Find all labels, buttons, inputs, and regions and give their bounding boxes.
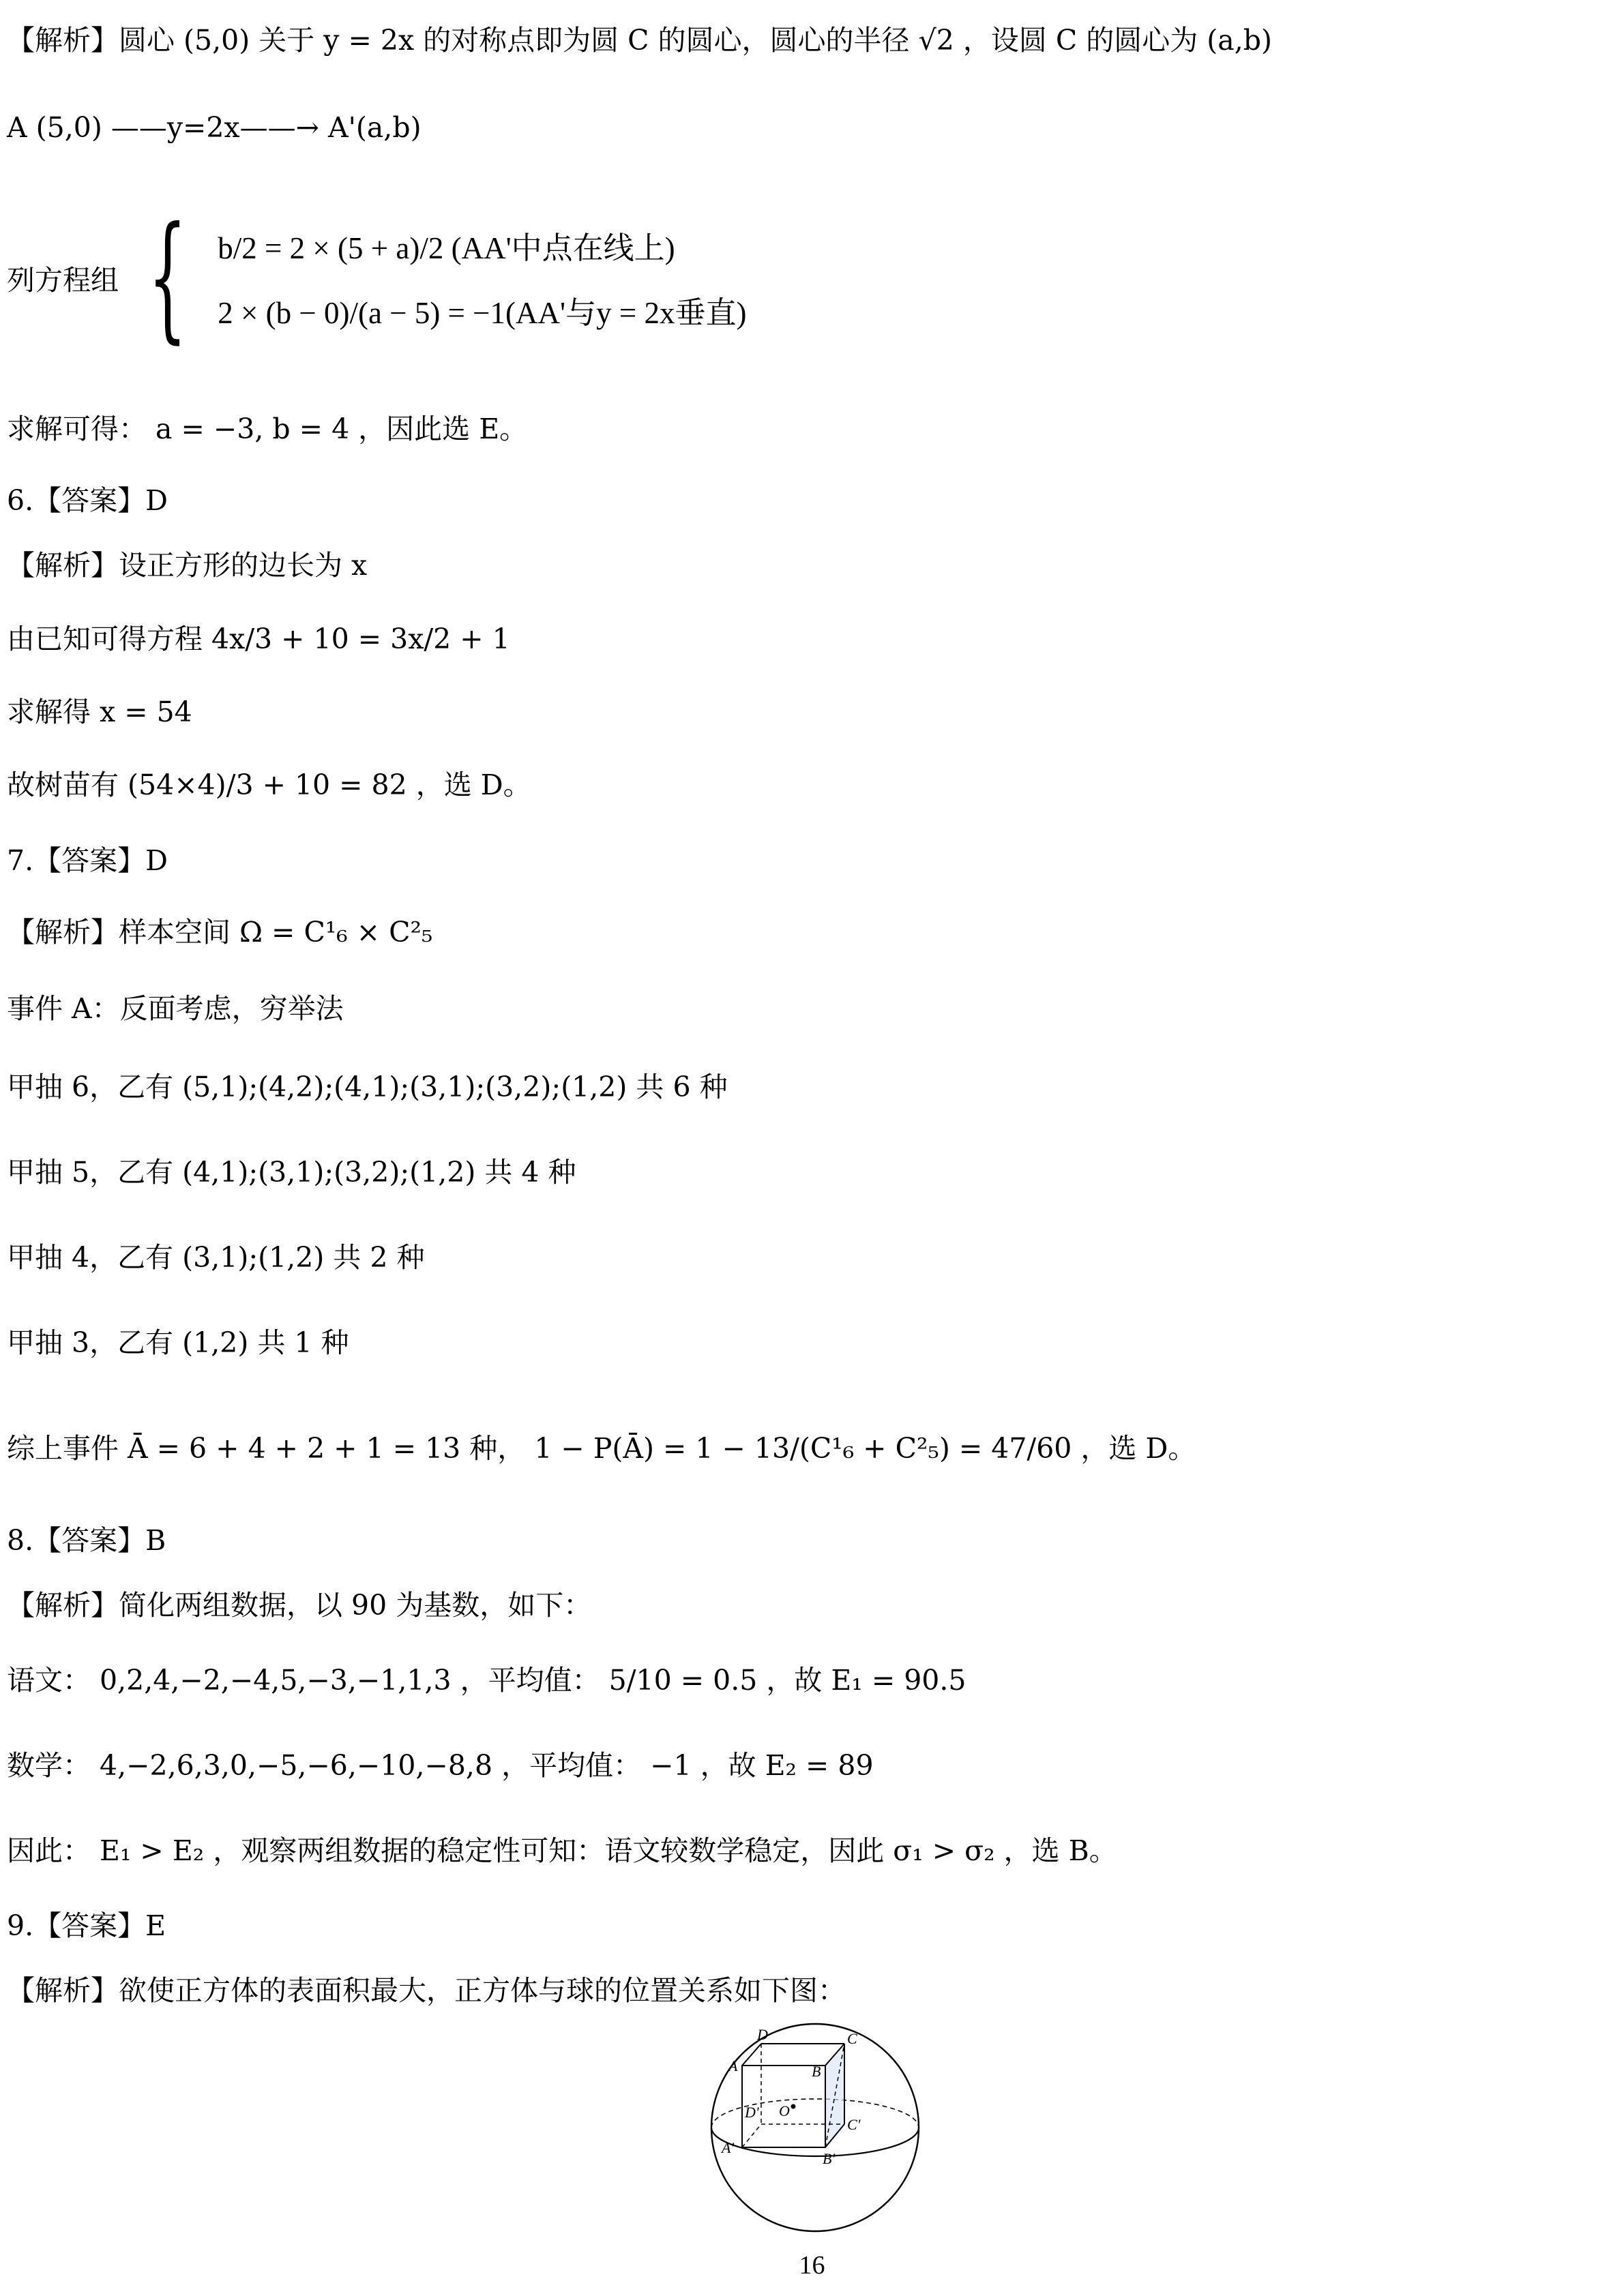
text-line: 甲抽 4，乙有 (3,1);(1,2) 共 2 种 xyxy=(7,1241,425,1274)
system-equation-2: 2 × (b − 0)/(a − 5) = −1(AA'与y = 2x垂直) xyxy=(218,296,747,330)
label-a: A xyxy=(728,2057,738,2074)
page-number: 16 xyxy=(799,2251,825,2280)
text-line: 【解析】圆心 (5,0) 关于 y = 2x 的对称点即为圆 C 的圆心，圆心的半径 √2 ，设圆 C 的圆心为 (a,b) xyxy=(7,24,1273,57)
text-line: 甲抽 3，乙有 (1,2) 共 1 种 xyxy=(7,1326,349,1360)
label-a-prime: A' xyxy=(722,2139,735,2156)
text-line: 综上事件 Ā = 6 + 4 + 2 + 1 = 13 种， 1 − P(Ā) = 1 − 13/(C¹₆ + C²₅) = 47/60 ，选 D。 xyxy=(7,1432,1196,1465)
text-line: 8.【答案】B xyxy=(7,1524,166,1557)
text-line: 求解可得： a = −3, b = 4 ，因此选 E。 xyxy=(7,413,528,446)
text-line: 6.【答案】D xyxy=(7,484,168,518)
label-d-prime: D' xyxy=(745,2104,759,2121)
text-line: 甲抽 6，乙有 (5,1);(4,2);(4,1);(3,1);(3,2);(1,2) 共 6 种 xyxy=(7,1071,728,1104)
text-line: 【解析】简化两组数据，以 90 为基数，如下： xyxy=(7,1589,592,1622)
system-equation-1: b/2 = 2 × (5 + a)/2 (AA'中点在线上) xyxy=(218,231,675,265)
label-o: O xyxy=(779,2102,790,2119)
text-line: 故树苗有 (54×4)/3 + 10 = 82 ，选 D。 xyxy=(7,769,531,802)
label-b: B xyxy=(812,2063,821,2080)
label-b-prime: B' xyxy=(823,2150,836,2167)
text-line: 由已知可得方程 4x/3 + 10 = 3x/2 + 1 xyxy=(7,623,510,656)
equation-system xyxy=(7,179,747,376)
label-c: C xyxy=(847,2030,857,2047)
cube-edge xyxy=(742,2044,761,2066)
left-brace-icon: { xyxy=(147,198,188,357)
label-c-prime: C' xyxy=(847,2116,861,2133)
system-lines xyxy=(218,223,746,332)
text-line: 数学： 4,−2,6,3,0,−5,−6,−10,−8,8 ，平均值： −1 ，故 E₂ = 89 xyxy=(7,1749,874,1783)
text-line: 因此： E₁ > E₂ ，观察两组数据的稳定性可知：语文较数学稳定，因此 σ₁ > σ₂ ，选 B。 xyxy=(7,1834,1117,1868)
system-label: 列方程组 xyxy=(7,263,119,297)
label-d: D xyxy=(757,2026,768,2043)
text-line: 7.【答案】D xyxy=(7,844,168,878)
text-line: 求解得 x = 54 xyxy=(7,696,192,729)
text-line: 9.【答案】E xyxy=(7,1909,166,1943)
text-line: 事件 A：反面考虑，穷举法 xyxy=(7,992,344,1026)
text-line: 语文： 0,2,4,−2,−4,5,−3,−1,1,3 ，平均值： 5/10 = 0.5 ，故 E₁ = 90.5 xyxy=(7,1664,966,1697)
center-point-icon xyxy=(791,2104,796,2109)
sphere-cube-figure xyxy=(703,2015,928,2240)
hidden-edge xyxy=(742,2124,761,2147)
text-line: 【解析】设正方形的边长为 x xyxy=(7,549,368,582)
text-line: 【解析】样本空间 Ω = C¹₆ × C²₅ xyxy=(7,916,433,949)
text-line: 【解析】欲使正方体的表面积最大，正方体与球的位置关系如下图： xyxy=(7,1974,846,2008)
text-line: A (5,0) ——y=2x——→ A'(a,b) xyxy=(7,111,422,145)
text-line: 甲抽 5，乙有 (4,1);(3,1);(3,2);(1,2) 共 4 种 xyxy=(7,1156,576,1189)
